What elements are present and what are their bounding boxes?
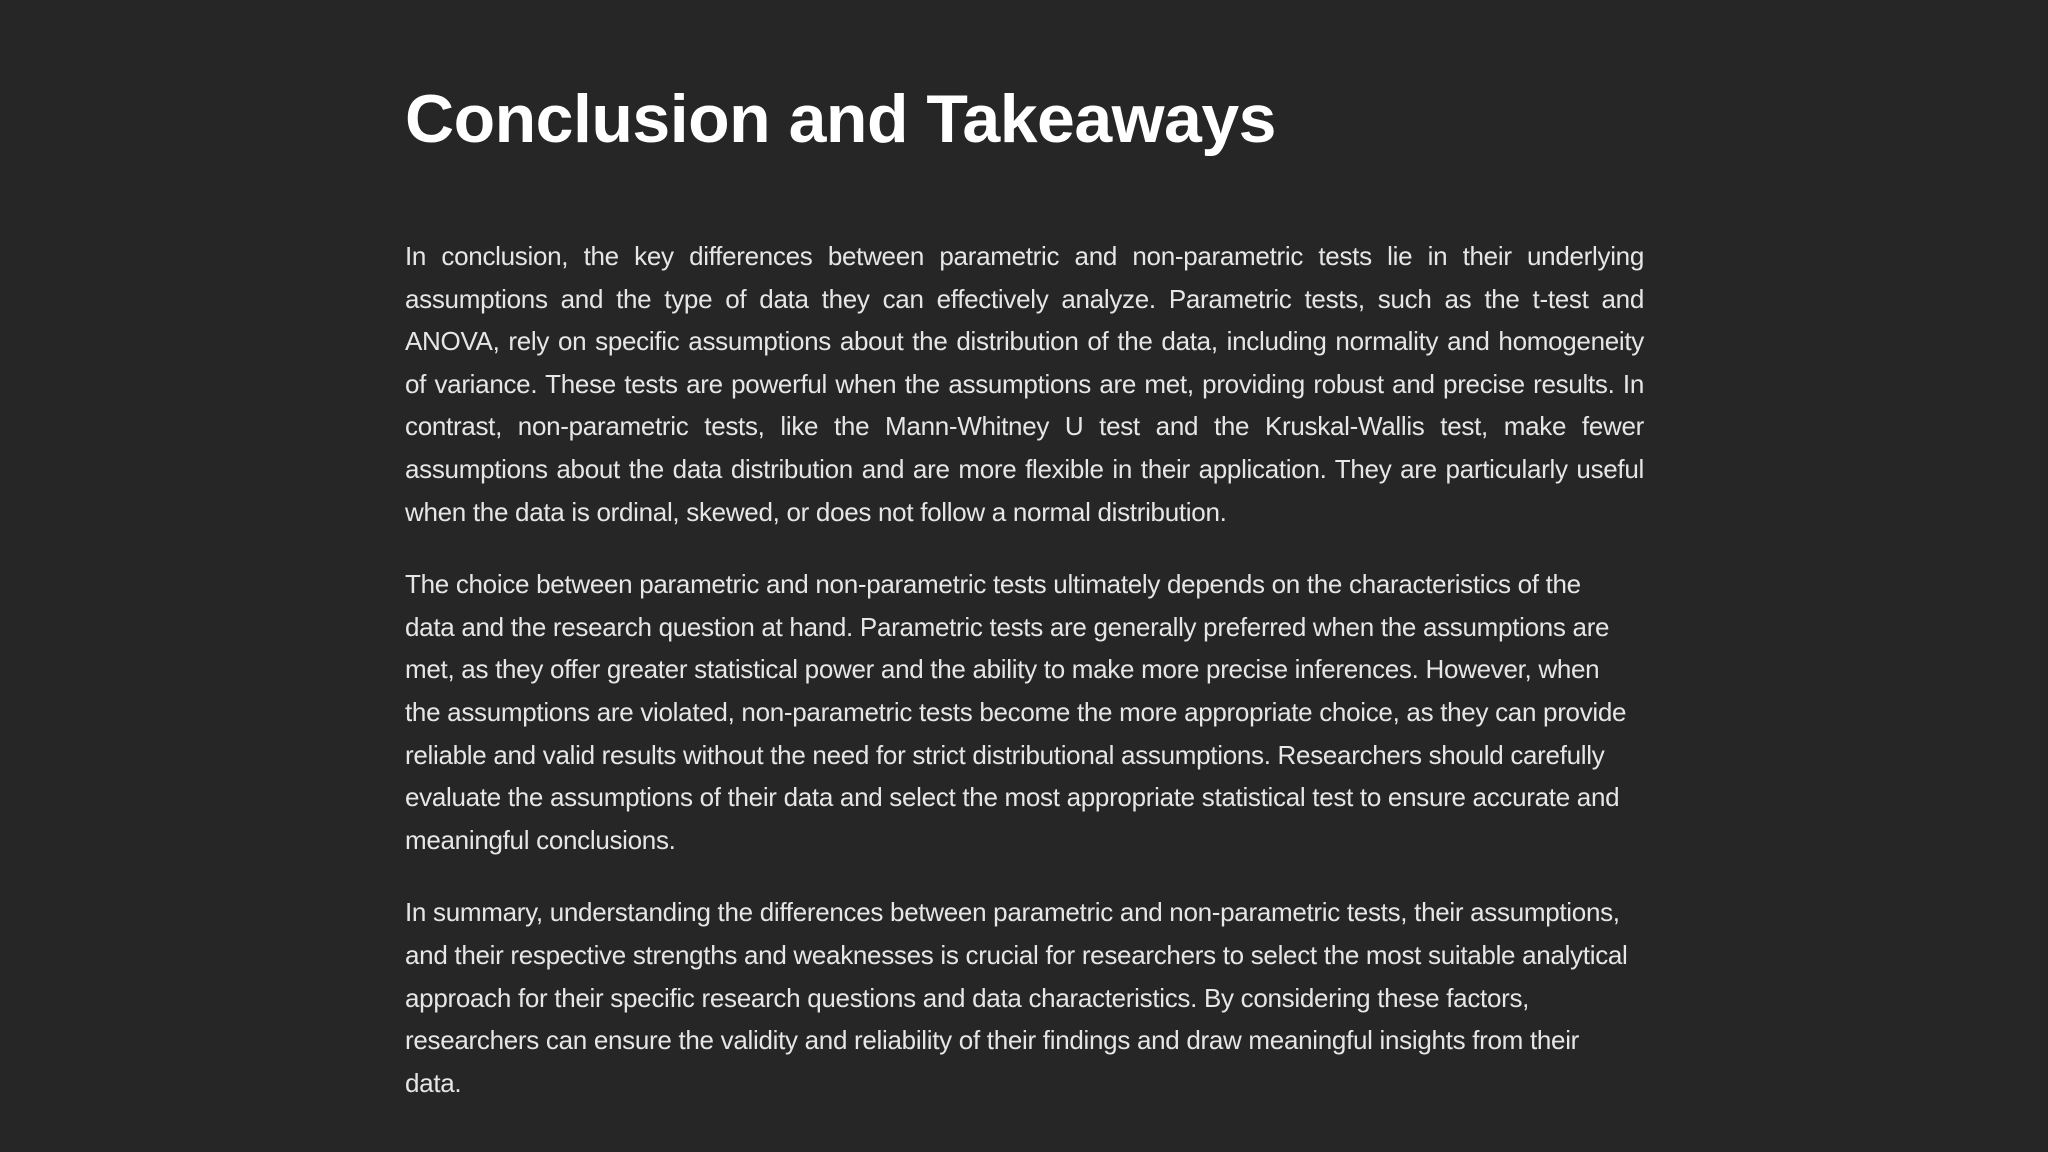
paragraph-choice: The choice between parametric and non-parametric tests ultimately depends on the characteristics of the data and the research question at hand. Parametric tests are generally preferred when the assumptions are met, as they offer greater statistical power and the ability to make more precise inferences. However, when the assumptions are violated, non-parametric tests become the more appropriate choice, as they can provide reliable and valid results without the need for strict distributional assumptions. Researchers should carefully evaluate the assumptions of their data and select the most appropriate statistical test to ensure accurate and meaningful conclusions. <box>405 569 1627 855</box>
paragraph-summary: In summary, understanding the differences between parametric and non-parametric tests, their assumptions, and their respective strengths and weaknesses is crucial for researchers to select the most suitable analytical approach for their specific research questions and data characteristics. By considering these factors, researchers can ensure the validity and reliability of their findings and draw meaningful insights from their data. <box>405 897 1628 1098</box>
slide-content <box>405 72 1644 1104</box>
slide-title: Conclusion and Takeaways <box>405 81 1277 157</box>
paragraph-conclusion: In conclusion, the key differences between parametric and non-parametric tests lie in their underlying assumptions and the type of data they can effectively analyze. Parametric tests, such as the t-test and ANOVA, rely on specific assumptions about the distribution of the data, including normality and homogeneity of variance. These tests are powerful when the assumptions are met, providing robust and precise results. In contrast, non-parametric tests, like the Mann-Whitney U test and the Kruskal-Wallis test, make fewer assumptions about the data distribution and are more flexible in their application. They are particularly useful when the data is ordinal, skewed, or does not follow a normal distribution. <box>405 241 1644 527</box>
